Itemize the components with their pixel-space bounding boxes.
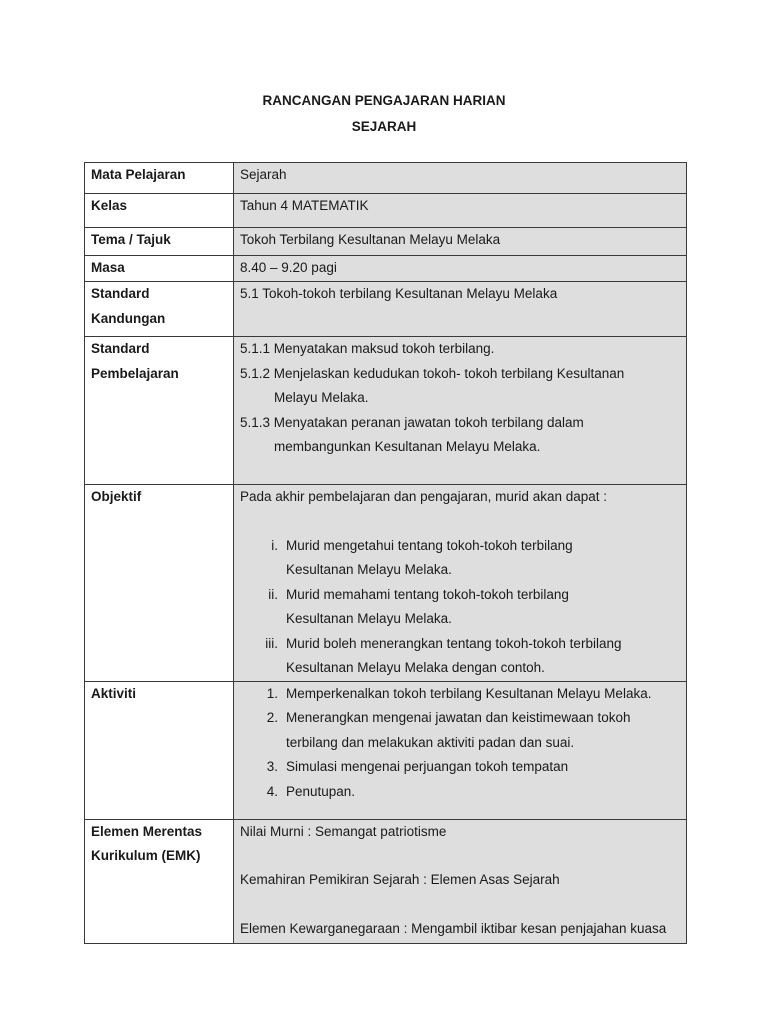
label-line: Pembelajaran: [91, 365, 179, 381]
list-text: Murid boleh menerangkan tentang tokoh-tokoh terbilang: [286, 635, 622, 651]
list-item: 5.1.1 Menyatakan maksud tokoh terbilang.: [240, 341, 495, 356]
label-line: Standard: [91, 286, 150, 301]
table-row-aktiviti: [85, 681, 687, 819]
list-item-continuation: membangunkan Kesultanan Melayu Melaka.: [274, 439, 541, 454]
list-number: 1.: [266, 685, 278, 701]
row-value: Tahun 4 MATEMATIK: [234, 194, 687, 228]
table-row-standard-kandungan: [85, 282, 687, 337]
emk-kewarganegaraan: Elemen Kewarganegaraan : Mengambil iktibar kesan penjajahan kuasa: [240, 920, 667, 936]
list-item: 5.1.2 Menjelaskan kedudukan tokoh- tokoh terbilang Kesultanan: [240, 365, 625, 381]
emk-kemahiran: Kemahiran Pemikiran Sejarah : Elemen Asas Sejarah: [240, 872, 560, 887]
row-value: Sejarah: [234, 163, 687, 194]
list-item-continuation: Kesultanan Melayu Melaka dengan contoh.: [286, 660, 545, 675]
document-subtitle: SEJARAH: [351, 119, 417, 134]
list-item-continuation: Melayu Melaka.: [274, 390, 369, 405]
row-label: Mata Pelajaran: [85, 163, 234, 194]
list-item: [240, 682, 680, 707]
row-label: [85, 819, 234, 943]
row-value: Tokoh Terbilang Kesultanan Melayu Melaka: [234, 228, 687, 256]
table-row-masa: [85, 256, 687, 282]
list-item: [240, 632, 680, 657]
lesson-plan-table: [84, 162, 687, 944]
list-text: Murid memahami tentang tokoh-tokoh terbilang: [286, 586, 569, 602]
list-number: 4.: [266, 783, 278, 799]
table-row-objektif: [85, 485, 687, 682]
list-number: i.: [271, 537, 278, 553]
row-label: [85, 282, 234, 337]
table-row-kelas: [85, 194, 687, 228]
list-item-continuation: terbilang dan melakukan aktiviti padan dan suai.: [286, 734, 575, 750]
table-row-emk: [85, 819, 687, 943]
row-label: Aktiviti: [85, 681, 234, 819]
table-row-tema: [85, 228, 687, 256]
row-value: [234, 337, 687, 485]
list-item-continuation: Kesultanan Melayu Melaka.: [286, 562, 452, 577]
list-item: [240, 534, 680, 559]
list-item-continuation: Kesultanan Melayu Melaka.: [286, 611, 452, 626]
list-text: Murid mengetahui tentang tokoh-tokoh terbilang: [286, 537, 573, 553]
objective-intro: Pada akhir pembelajaran dan pengajaran, murid akan dapat :: [240, 489, 607, 504]
row-label: [85, 337, 234, 485]
row-value: [234, 485, 687, 682]
row-value: [234, 681, 687, 819]
list-number: iii.: [265, 635, 278, 651]
row-value: [234, 819, 687, 943]
list-item: 5.1.3 Menyatakan peranan jawatan tokoh terbilang dalam: [240, 414, 584, 430]
row-label: Kelas: [85, 194, 234, 228]
list-item: [240, 583, 680, 608]
list-number: 2.: [266, 710, 278, 725]
label-line: Elemen Merentas: [91, 823, 203, 839]
list-text: Penutupan.: [286, 783, 356, 799]
list-item: [240, 706, 680, 731]
table-row-mata-pelajaran: [85, 163, 687, 194]
list-text: Menerangkan mengenai jawatan dan keistimewaan tokoh: [286, 710, 631, 725]
label-line: Kandungan: [91, 310, 166, 326]
list-item: [240, 780, 680, 805]
list-text: Simulasi mengenai perjuangan tokoh tempatan: [286, 759, 569, 774]
row-label: Tema / Tajuk: [85, 228, 234, 256]
emk-nilai: Nilai Murni : Semangat patriotisme: [240, 823, 447, 839]
table-row-standard-pembelajaran: [85, 337, 687, 485]
row-value: 5.1 Tokoh-tokoh terbilang Kesultanan Melayu Melaka: [234, 282, 687, 337]
list-number: 3.: [266, 759, 278, 774]
list-text: Memperkenalkan tokoh terbilang Kesultanan Melayu Melaka.: [286, 685, 652, 701]
document-title: RANCANGAN PENGAJARAN HARIAN: [262, 93, 506, 108]
row-value: 8.40 – 9.20 pagi: [234, 256, 687, 282]
row-label: Objektif: [85, 485, 234, 682]
list-item: [240, 755, 680, 780]
row-label: Masa: [85, 256, 234, 282]
label-line: Kurikulum (EMK): [91, 848, 201, 863]
label-line: Standard: [91, 341, 150, 356]
list-number: ii.: [268, 586, 278, 602]
